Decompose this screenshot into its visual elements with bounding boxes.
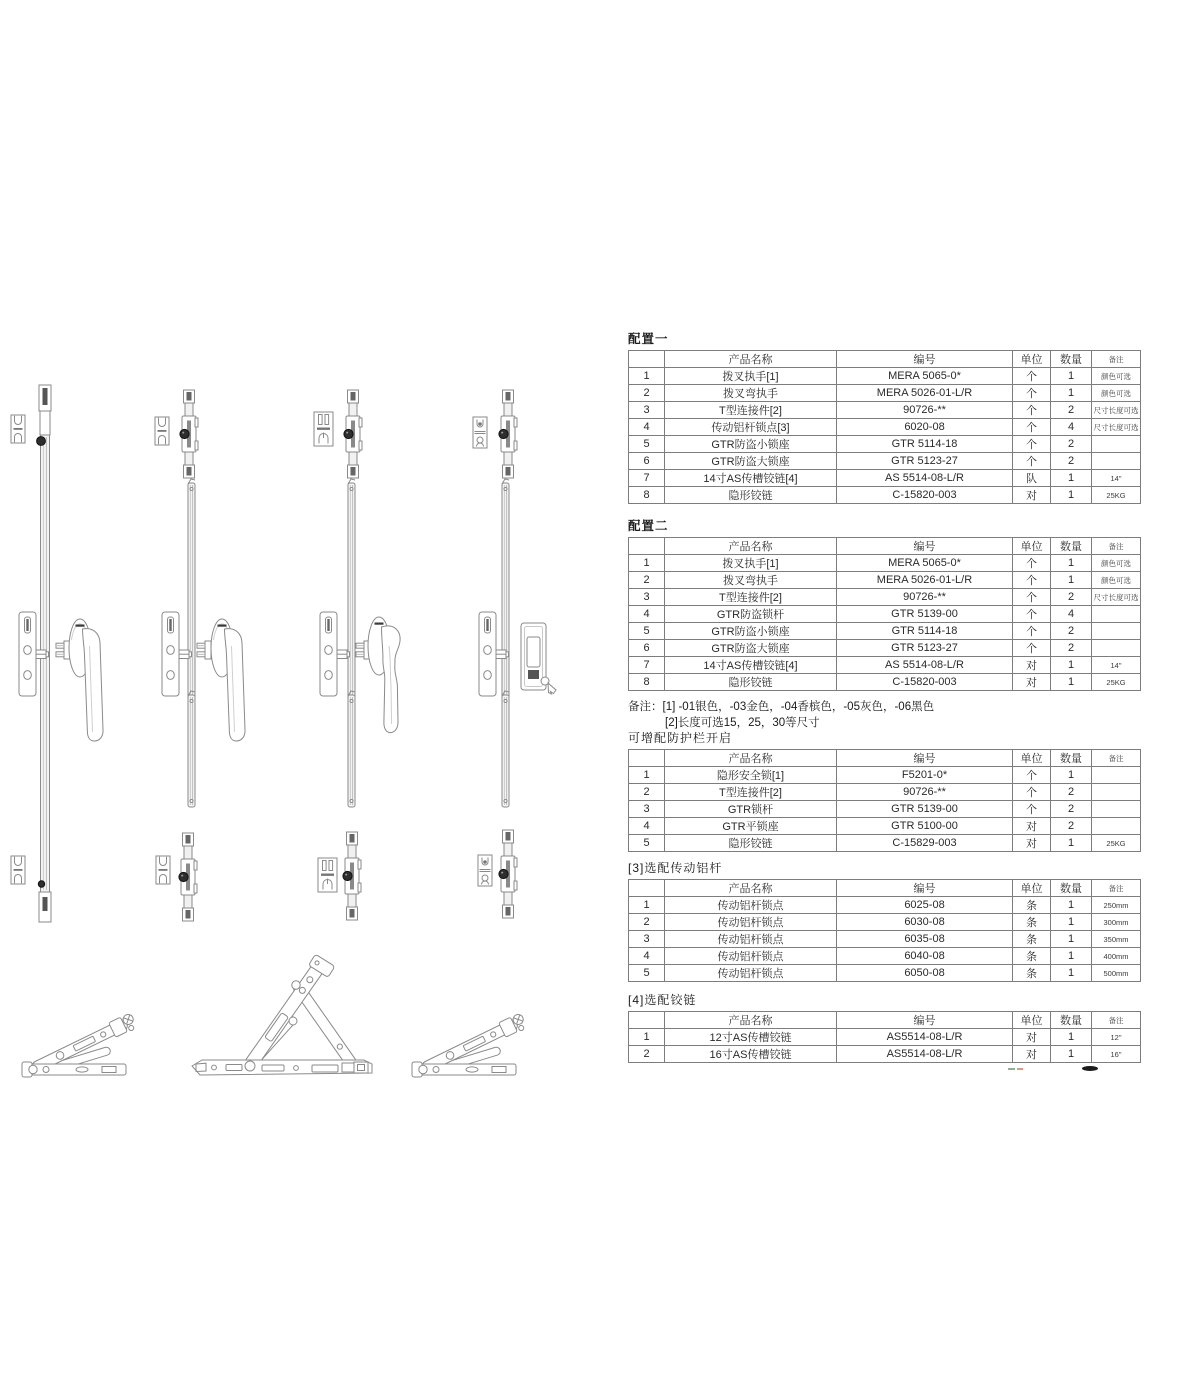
table-cell: GTR 5123-27 — [837, 453, 1013, 470]
column-header: 备注 — [1092, 1012, 1141, 1029]
table-cell: 隐形安全锁[1] — [665, 767, 837, 784]
table-title: 可增配防护栏开启 — [628, 731, 733, 745]
table-row — [629, 419, 1141, 436]
table-cell: MERA 5026-01-L/R — [837, 385, 1013, 402]
table-cell: 4 — [629, 419, 665, 436]
table-row — [629, 453, 1141, 470]
column-header — [629, 351, 665, 368]
table-row — [629, 1029, 1141, 1046]
table-cell: 1 — [629, 897, 665, 914]
column-header: 单位 — [1013, 1012, 1051, 1029]
table-cell: 对 — [1013, 1029, 1051, 1046]
table-cell: 隐形铰链 — [665, 674, 837, 691]
table-cell: 2 — [1051, 589, 1092, 606]
window-handle-drawing — [69, 619, 103, 741]
table-cell: 个 — [1013, 589, 1051, 606]
table-cell: 对 — [1013, 835, 1051, 852]
hardware-drawings — [0, 0, 620, 1100]
table-cell: 队 — [1013, 470, 1051, 487]
table-cell: 3 — [629, 931, 665, 948]
table-cell: 500mm — [1092, 965, 1141, 982]
table-cell: 2 — [1051, 436, 1092, 453]
table-cell: 对 — [1013, 487, 1051, 504]
table-cell: 传动铝杆锁点 — [665, 914, 837, 931]
table-cell: 传动铝杆锁点 — [665, 965, 837, 982]
table-cell: 14寸AS传槽铰链[4] — [665, 470, 837, 487]
column-header: 编号 — [837, 880, 1013, 897]
table-cell: 个 — [1013, 606, 1051, 623]
hidden-safety-lock-drawing — [521, 623, 556, 694]
table-cell: 1 — [1051, 1029, 1092, 1046]
fork-connector-drawing — [197, 641, 211, 659]
parts-table-optional-hinge — [628, 1011, 1141, 1063]
table-row — [629, 606, 1141, 623]
table-cell: 1 — [1051, 368, 1092, 385]
table-cell: 16寸AS传槽铰链 — [665, 1046, 837, 1063]
table-cell: 4 — [629, 818, 665, 835]
lock-keeper-drawing — [155, 417, 169, 445]
table-cell: 个 — [1013, 402, 1051, 419]
column-header: 产品名称 — [665, 750, 837, 767]
table-cell: 4 — [629, 606, 665, 623]
table-cell: AS 5514-08-L/R — [837, 470, 1013, 487]
column-header: 数量 — [1051, 351, 1092, 368]
table-cell: 8 — [629, 487, 665, 504]
table-cell: 尺寸长度可选 — [1092, 419, 1141, 436]
window-handle-drawing — [211, 619, 245, 741]
column-header: 编号 — [837, 351, 1013, 368]
parts-table-optional-rod — [628, 879, 1141, 982]
table-cell: 颜色可选 — [1092, 555, 1141, 572]
table-row — [629, 385, 1141, 402]
table-cell: GTR防盗小锁座 — [665, 436, 837, 453]
table-cell — [1092, 453, 1141, 470]
column-header: 产品名称 — [665, 1012, 837, 1029]
table-cell: 6025-08 — [837, 897, 1013, 914]
table-cell: 6020-08 — [837, 419, 1013, 436]
table-cell: 条 — [1013, 897, 1051, 914]
config-1-block — [628, 332, 1139, 504]
table-cell: MERA 5026-01-L/R — [837, 572, 1013, 589]
table-cell: 1 — [1051, 897, 1092, 914]
column-header: 备注 — [1092, 351, 1141, 368]
table-title: 配置一 — [628, 332, 669, 346]
table-cell: GTR防盗大锁座 — [665, 453, 837, 470]
table-cell: 12" — [1092, 1029, 1141, 1046]
table-cell: 90726-** — [837, 402, 1013, 419]
lock-keeper-drawing — [314, 412, 333, 446]
table-header-row — [629, 880, 1141, 897]
table-cell: 个 — [1013, 453, 1051, 470]
table-row — [629, 436, 1141, 453]
aluminium-rod-drawing — [502, 691, 509, 807]
drive-bar-drawing — [499, 390, 517, 478]
table-cell: 2 — [1051, 801, 1092, 818]
table-cell: 25KG — [1092, 487, 1141, 504]
table-cell: GTR 5139-00 — [837, 801, 1013, 818]
table-cell: 1 — [1051, 914, 1092, 931]
table-cell: 6030-08 — [837, 914, 1013, 931]
column-header: 产品名称 — [665, 351, 837, 368]
table-header-row — [629, 750, 1141, 767]
table-cell: GTR 5123-27 — [837, 640, 1013, 657]
table-cell: 3 — [629, 402, 665, 419]
column-header: 编号 — [837, 750, 1013, 767]
table-cell: 个 — [1013, 767, 1051, 784]
table-row — [629, 784, 1141, 801]
table-cell: GTR防盗小锁座 — [665, 623, 837, 640]
table-cell: 6 — [629, 640, 665, 657]
table-cell: 个 — [1013, 572, 1051, 589]
column-header — [629, 1012, 665, 1029]
table-cell — [1092, 767, 1141, 784]
table-cell: AS5514-08-L/R — [837, 1029, 1013, 1046]
table-cell: 6040-08 — [837, 948, 1013, 965]
table-cell: 1 — [1051, 965, 1092, 982]
table-title: [4]选配铰链 — [628, 993, 697, 1007]
table-cell: 隐形铰链 — [665, 835, 837, 852]
footer-mark-green — [1008, 1068, 1015, 1070]
config-2-block — [628, 519, 1139, 691]
table-cell: 5 — [629, 965, 665, 982]
table-cell: 条 — [1013, 948, 1051, 965]
column-header — [629, 538, 665, 555]
table-cell: 条 — [1013, 965, 1051, 982]
column-header: 数量 — [1051, 538, 1092, 555]
column-header: 产品名称 — [665, 538, 837, 555]
friction-hinge-open-drawing — [192, 954, 372, 1075]
column-header — [629, 750, 665, 767]
parts-table-config-2 — [628, 537, 1141, 691]
table-cell: GTR 5114-18 — [837, 623, 1013, 640]
aluminium-rod-drawing — [348, 691, 355, 807]
column-header: 单位 — [1013, 351, 1051, 368]
table-cell: 3 — [629, 801, 665, 818]
table-cell: 个 — [1013, 623, 1051, 640]
table-row — [629, 897, 1141, 914]
aluminium-rod-drawing — [348, 479, 355, 709]
table-cell: 5 — [629, 623, 665, 640]
table-cell: GTR防盗锁杆 — [665, 606, 837, 623]
column-header: 数量 — [1051, 880, 1092, 897]
drive-bar-drawing — [179, 833, 197, 921]
table-cell: 条 — [1013, 931, 1051, 948]
table-cell: T型连接件[2] — [665, 589, 837, 606]
table-cell: 2 — [1051, 623, 1092, 640]
table-cell: 拨叉弯执手 — [665, 572, 837, 589]
table-row — [629, 818, 1141, 835]
remarks-note-line2: [2]长度可选15，25，30等尺寸 — [665, 716, 820, 729]
table-row — [629, 640, 1141, 657]
table-cell: 16" — [1092, 1046, 1141, 1063]
table-cell: 2 — [1051, 784, 1092, 801]
table-cell: 5 — [629, 436, 665, 453]
table-row — [629, 801, 1141, 818]
lock-keeper-drawing — [318, 858, 337, 892]
table-cell: 拨叉执手[1] — [665, 555, 837, 572]
table-row — [629, 623, 1141, 640]
table-cell: GTR防盗大锁座 — [665, 640, 837, 657]
table-row — [629, 487, 1141, 504]
drive-bar-drawing — [499, 830, 517, 918]
friction-hinge-closed-drawing — [412, 1012, 528, 1077]
table-cell: 1 — [629, 767, 665, 784]
table-cell: C-15820-003 — [837, 487, 1013, 504]
table-cell: 传动铝杆锁点 — [665, 948, 837, 965]
column-header: 备注 — [1092, 538, 1141, 555]
table-row — [629, 555, 1141, 572]
table-cell: 7 — [629, 470, 665, 487]
table-cell: 2 — [629, 1046, 665, 1063]
fork-connector-drawing — [56, 641, 70, 659]
table-cell: GTR 5114-18 — [837, 436, 1013, 453]
table-cell: AS 5514-08-L/R — [837, 657, 1013, 674]
table-row — [629, 965, 1141, 982]
table-cell: 个 — [1013, 555, 1051, 572]
table-cell: 6 — [629, 453, 665, 470]
table-title: [3]选配传动铝杆 — [628, 861, 723, 875]
table-cell: 8 — [629, 674, 665, 691]
table-cell: 90726-** — [837, 589, 1013, 606]
optional-hinge-block — [628, 993, 1131, 1063]
table-cell: 1 — [629, 1029, 665, 1046]
table-cell: 1 — [1051, 767, 1092, 784]
table-cell: 2 — [629, 914, 665, 931]
table-cell: 传动铝杆锁点[3] — [665, 419, 837, 436]
table-cell: 个 — [1013, 385, 1051, 402]
table-row — [629, 470, 1141, 487]
table-cell: 4 — [629, 948, 665, 965]
table-cell: 4 — [1051, 606, 1092, 623]
table-cell — [1092, 640, 1141, 657]
table-cell: 个 — [1013, 368, 1051, 385]
table-row — [629, 914, 1141, 931]
column-header: 数量 — [1051, 1012, 1092, 1029]
table-row — [629, 589, 1141, 606]
lock-keeper-drawing — [478, 855, 492, 886]
table-cell: 颜色可选 — [1092, 385, 1141, 402]
table-cell: AS5514-08-L/R — [837, 1046, 1013, 1063]
table-cell: 2 — [1051, 818, 1092, 835]
table-cell: 90726-** — [837, 784, 1013, 801]
table-cell — [1092, 784, 1141, 801]
table-cell: GTR 5139-00 — [837, 606, 1013, 623]
table-cell: 1 — [1051, 555, 1092, 572]
table-cell: C-15829-003 — [837, 835, 1013, 852]
table-cell: MERA 5065-0* — [837, 368, 1013, 385]
table-cell: 1 — [629, 368, 665, 385]
table-cell: 14" — [1092, 657, 1141, 674]
table-cell — [1092, 818, 1141, 835]
table-cell: 14寸AS传槽铰链[4] — [665, 657, 837, 674]
table-header-row — [629, 538, 1141, 555]
table-cell: 对 — [1013, 818, 1051, 835]
column-header: 单位 — [1013, 750, 1051, 767]
table-cell: 300mm — [1092, 914, 1141, 931]
curved-window-handle-drawing — [368, 617, 400, 733]
column-header: 单位 — [1013, 880, 1051, 897]
table-cell: 350mm — [1092, 931, 1141, 948]
aluminium-rod-drawing — [502, 479, 509, 709]
table-row — [629, 674, 1141, 691]
lock-keeper-drawing — [11, 415, 25, 443]
table-row — [629, 767, 1141, 784]
table-cell: 25KG — [1092, 835, 1141, 852]
table-cell: MERA 5065-0* — [837, 555, 1013, 572]
table-cell: GTR平锁座 — [665, 818, 837, 835]
table-header-row — [629, 351, 1141, 368]
table-cell: 2 — [1051, 402, 1092, 419]
table-title: 配置二 — [628, 519, 669, 533]
guard-rail-block — [628, 731, 1131, 852]
table-cell: 传动铝杆锁点 — [665, 897, 837, 914]
table-cell: 4 — [1051, 419, 1092, 436]
table-cell: 1 — [1051, 487, 1092, 504]
table-cell: T型连接件[2] — [665, 784, 837, 801]
table-cell: 尺寸长度可选 — [1092, 402, 1141, 419]
table-cell: 隐形铰链 — [665, 487, 837, 504]
table-cell: C-15820-003 — [837, 674, 1013, 691]
table-row — [629, 402, 1141, 419]
drive-bar-drawing — [343, 832, 361, 920]
remarks-note-line1: 备注：[1] -01银色，-03金色，-04香槟色，-05灰色，-06黑色 — [628, 701, 935, 713]
table-cell: F5201-0* — [837, 767, 1013, 784]
table-cell: 250mm — [1092, 897, 1141, 914]
lock-keeper-drawing — [11, 856, 25, 884]
table-cell: 6050-08 — [837, 965, 1013, 982]
table-cell — [1092, 436, 1141, 453]
table-cell: 1 — [1051, 572, 1092, 589]
table-cell: 2 — [629, 784, 665, 801]
table-cell: 颜色可选 — [1092, 368, 1141, 385]
lock-keeper-drawing — [473, 417, 487, 448]
table-row — [629, 657, 1141, 674]
table-cell: 5 — [629, 835, 665, 852]
table-cell: 400mm — [1092, 948, 1141, 965]
column-header: 备注 — [1092, 750, 1141, 767]
remarks-note — [628, 700, 1131, 731]
aluminium-rod-drawing — [188, 479, 195, 709]
column-header: 编号 — [837, 1012, 1013, 1029]
table-cell: 6035-08 — [837, 931, 1013, 948]
lock-keeper-drawing — [156, 856, 170, 884]
drive-bar-drawing — [344, 390, 362, 478]
column-header: 单位 — [1013, 538, 1051, 555]
column-header: 备注 — [1092, 880, 1141, 897]
column-header: 产品名称 — [665, 880, 837, 897]
table-cell: 对 — [1013, 1046, 1051, 1063]
table-row — [629, 1046, 1141, 1063]
table-cell — [1092, 623, 1141, 640]
table-cell: 7 — [629, 657, 665, 674]
table-cell: 3 — [629, 589, 665, 606]
friction-hinge-closed-drawing — [22, 1012, 138, 1077]
table-cell: 个 — [1013, 436, 1051, 453]
optional-rod-block — [628, 861, 1131, 982]
table-cell: 2 — [629, 385, 665, 402]
table-cell: T型连接件[2] — [665, 402, 837, 419]
table-row — [629, 948, 1141, 965]
table-cell: 尺寸长度可选 — [1092, 589, 1141, 606]
lock-point-drawing — [162, 612, 192, 696]
table-cell: 个 — [1013, 801, 1051, 818]
table-cell: 个 — [1013, 784, 1051, 801]
table-cell: 1 — [1051, 1046, 1092, 1063]
table-cell: 拨叉执手[1] — [665, 368, 837, 385]
table-cell: GTR 5100-00 — [837, 818, 1013, 835]
table-row — [629, 835, 1141, 852]
table-cell: 1 — [1051, 385, 1092, 402]
table-cell: 个 — [1013, 640, 1051, 657]
table-cell: 2 — [629, 572, 665, 589]
table-header-row — [629, 1012, 1141, 1029]
table-cell: 个 — [1013, 419, 1051, 436]
table-row — [629, 931, 1141, 948]
lock-point-drawing — [320, 612, 350, 696]
table-cell: 25KG — [1092, 674, 1141, 691]
table-cell: GTR锁杆 — [665, 801, 837, 818]
drive-bar-drawing — [180, 390, 198, 478]
table-cell: 对 — [1013, 674, 1051, 691]
table-cell: 2 — [1051, 453, 1092, 470]
table-cell: 1 — [1051, 470, 1092, 487]
table-cell: 1 — [629, 555, 665, 572]
column-header: 数量 — [1051, 750, 1092, 767]
table-cell: 1 — [1051, 657, 1092, 674]
table-cell: 拨叉弯执手 — [665, 385, 837, 402]
table-row — [629, 368, 1141, 385]
column-header — [629, 880, 665, 897]
table-cell: 1 — [1051, 674, 1092, 691]
footer-mark-dark — [1082, 1066, 1098, 1071]
aluminium-rod-drawing — [188, 691, 195, 807]
table-cell: 12寸AS传槽铰链 — [665, 1029, 837, 1046]
column-header: 编号 — [837, 538, 1013, 555]
table-cell: 传动铝杆锁点 — [665, 931, 837, 948]
table-cell: 2 — [1051, 640, 1092, 657]
table-cell — [1092, 606, 1141, 623]
table-cell: 颜色可选 — [1092, 572, 1141, 589]
parts-table-guard-rail — [628, 749, 1141, 852]
table-cell: 1 — [1051, 948, 1092, 965]
table-row — [629, 572, 1141, 589]
footer-mark-red — [1017, 1068, 1023, 1070]
table-cell: 14" — [1092, 470, 1141, 487]
table-cell: 1 — [1051, 835, 1092, 852]
table-cell: 条 — [1013, 914, 1051, 931]
table-cell: 1 — [1051, 931, 1092, 948]
table-cell: 对 — [1013, 657, 1051, 674]
parts-table-config-1 — [628, 350, 1141, 504]
table-cell — [1092, 801, 1141, 818]
